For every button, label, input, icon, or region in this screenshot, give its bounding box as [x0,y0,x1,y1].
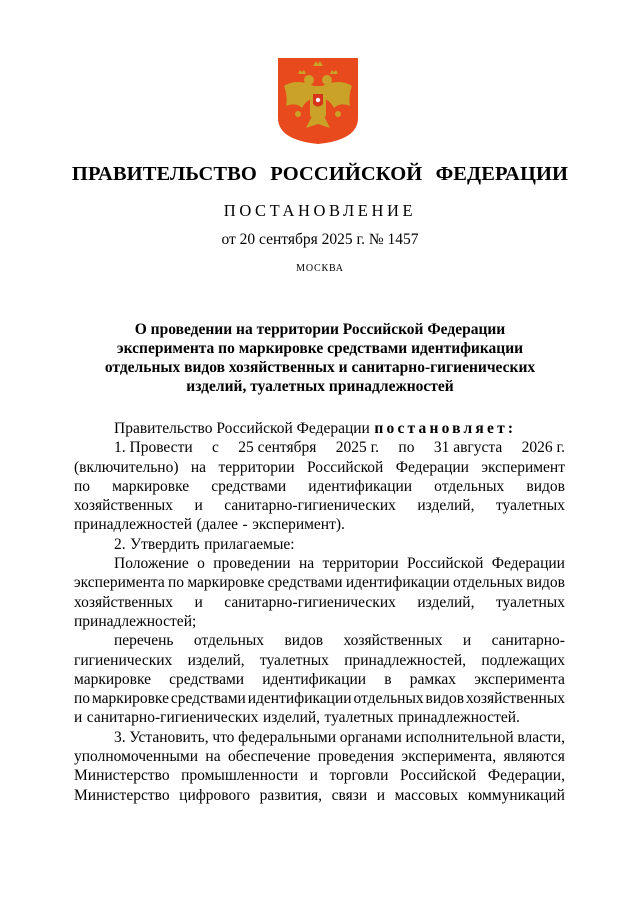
body-word: промышленности [181,767,299,785]
body-line [74,786,565,805]
body-word: туалетных [259,651,329,669]
body-word: маркировке [74,670,152,688]
body-word: средствами [169,670,245,688]
body-word: принадлежностей, [344,651,467,669]
body-word: рамках [409,670,457,688]
body-word: подлежащих [481,651,565,669]
body-word: на [190,458,207,476]
body-word: 25 сентября [238,439,317,457]
body-word: маркировке [112,477,190,495]
subject-line: О проведении на территории Российской Федерации [134,321,506,338]
body-word: 2. [114,535,126,553]
body-word: - [242,516,248,534]
body-word: видов [526,477,565,495]
body-word: принадлежностей [74,516,192,534]
document-city: МОСКВА [296,263,344,274]
body-line [74,651,565,670]
body-word: 2025 г. [335,439,380,457]
document-date-number: от 20 сентября 2025 г. № 1457 [221,231,419,248]
body-word: хозяйственных [74,593,173,611]
body-word: перечень [114,632,174,650]
body-line [74,438,565,457]
russian-coat-of-arms-icon [276,56,360,146]
body-word: хозяйственных [74,497,173,515]
body-word: территории [218,458,295,476]
body-word: органами [339,728,402,746]
subject-line: отдельных видов хозяйственных и санитарно-гигиенических [104,359,536,376]
body-word: эксперимента [74,574,165,592]
body-line [74,689,565,708]
body-word: (включительно) [74,458,179,476]
body-word: видов [425,690,465,708]
body-line [74,554,565,573]
body-word: по [74,477,91,495]
body-word: эксперимент). [252,516,345,534]
body-word: по [74,690,91,708]
body-word: туалетных [324,709,394,727]
body-line [74,496,565,515]
body-word: и [462,632,472,650]
body-word: Министерство [74,786,170,804]
body-word: с [212,439,219,457]
body-word: проведения [317,748,395,766]
body-line [74,515,565,534]
body-word: санитарно-гигиенических [224,593,396,611]
body-word: в [384,670,392,688]
body-line [74,631,565,650]
body-word: туалетных [495,497,565,515]
body-line [74,612,565,631]
body-word: эксперимент [481,458,565,476]
body-word: хозяйственных [343,632,443,650]
body-word: видов [526,574,565,592]
resolves-text: постановляет: [374,420,517,437]
body-line [74,728,565,747]
document-subject [60,320,580,396]
body-word: торговли [329,767,389,785]
subject-line: эксперимента по маркировке средствами идентификации [116,340,524,357]
body-word: по [168,574,185,592]
body-word: видов [284,632,324,650]
body-word: 2026 г. [521,439,565,457]
body-word: отдельных [193,632,265,650]
body-word: 1. Провести [114,439,193,457]
body-word: идентификации [247,690,352,708]
body-word: отдельных [452,574,524,592]
body-word: Установить, [129,728,209,746]
body-word: туалетных [495,593,565,611]
body-word: изделий, [262,709,321,727]
body-word: о [197,555,205,573]
body-line [74,747,565,766]
body-word: изделий, [417,497,475,515]
body-word: Федерации [491,555,565,573]
document-body [74,419,565,805]
body-line [74,766,565,785]
body-line [74,477,565,496]
body-word: связи [331,786,368,804]
body-word: уполномоченными [74,748,199,766]
body-word: средствами [211,477,287,495]
body-line [74,593,565,612]
body-word: гигиенических [74,651,173,669]
body-word: и [74,709,83,727]
body-word: Федерации [395,458,469,476]
body-word: принадлежностей. [398,709,520,727]
body-word: Российской [306,458,384,476]
body-word: санитарно- [491,632,565,650]
body-word: маркировке [91,690,169,708]
body-word: 3. [114,728,126,746]
body-line [74,458,565,477]
body-word: обеспечение [227,748,311,766]
body-line [74,670,565,689]
body-word: на [298,555,315,573]
body-word: являются [503,748,565,766]
body-word: маркировке [187,574,265,592]
body-word: хозяйственных [466,690,565,708]
body-word: (далее [196,516,239,534]
body-word: средствами [267,574,343,592]
body-line [74,573,565,592]
body-word: эксперимента [474,670,565,688]
document-type: ПОСТАНОВЛЕНИЕ [223,201,417,220]
body-word: и [194,593,203,611]
body-word: по [398,439,415,457]
body-word: средствами [170,690,246,708]
body-word: развития, [259,786,323,804]
body-word: санитарно-гигиенических [224,497,396,515]
body-word: Министерство [74,767,170,785]
body-word: прилагаемые: [204,535,295,553]
body-word: и [376,786,386,804]
body-word: отдельных [434,477,505,495]
body-word: идентификации [308,477,413,495]
subject-line: изделий, туалетных принадлежностей [186,378,454,395]
body-word: идентификации [262,670,367,688]
intro-text: Правительство Российской Федерации [114,420,370,437]
body-word: и [309,767,318,785]
body-word: 31 августа [433,439,503,457]
body-word: изделий, [187,651,245,669]
body-line [74,535,565,554]
body-word: и [194,497,203,515]
body-word: Утвердить [130,535,200,553]
body-word: Российской [406,555,484,573]
body-word: на [205,748,221,766]
body-word: принадлежностей; [74,612,197,630]
body-word: идентификации [345,574,450,592]
body-word: федеральными [238,728,337,746]
body-word: отдельных [353,690,424,708]
body-word: цифрового [179,786,250,804]
body-word: Федерации, [487,767,565,785]
body-word: власти, [517,728,565,746]
body-line [74,708,565,727]
government-title: ПРАВИТЕЛЬСТВО РОССИЙСКОЙ ФЕДЕРАЦИИ [71,163,569,185]
body-word: Российской [399,767,477,785]
body-word: проведении [213,555,291,573]
intro-line [74,419,565,438]
body-word: изделий, [417,593,475,611]
body-word: коммуникаций [467,786,565,804]
body-word: территории [322,555,399,573]
body-word: массовых [394,786,459,804]
body-word: исполнительной [405,728,514,746]
body-word: эксперимента, [401,748,497,766]
body-word: санитарно-гигиенических [86,709,259,727]
body-word: что [212,728,235,746]
body-word: Положение [114,555,189,573]
